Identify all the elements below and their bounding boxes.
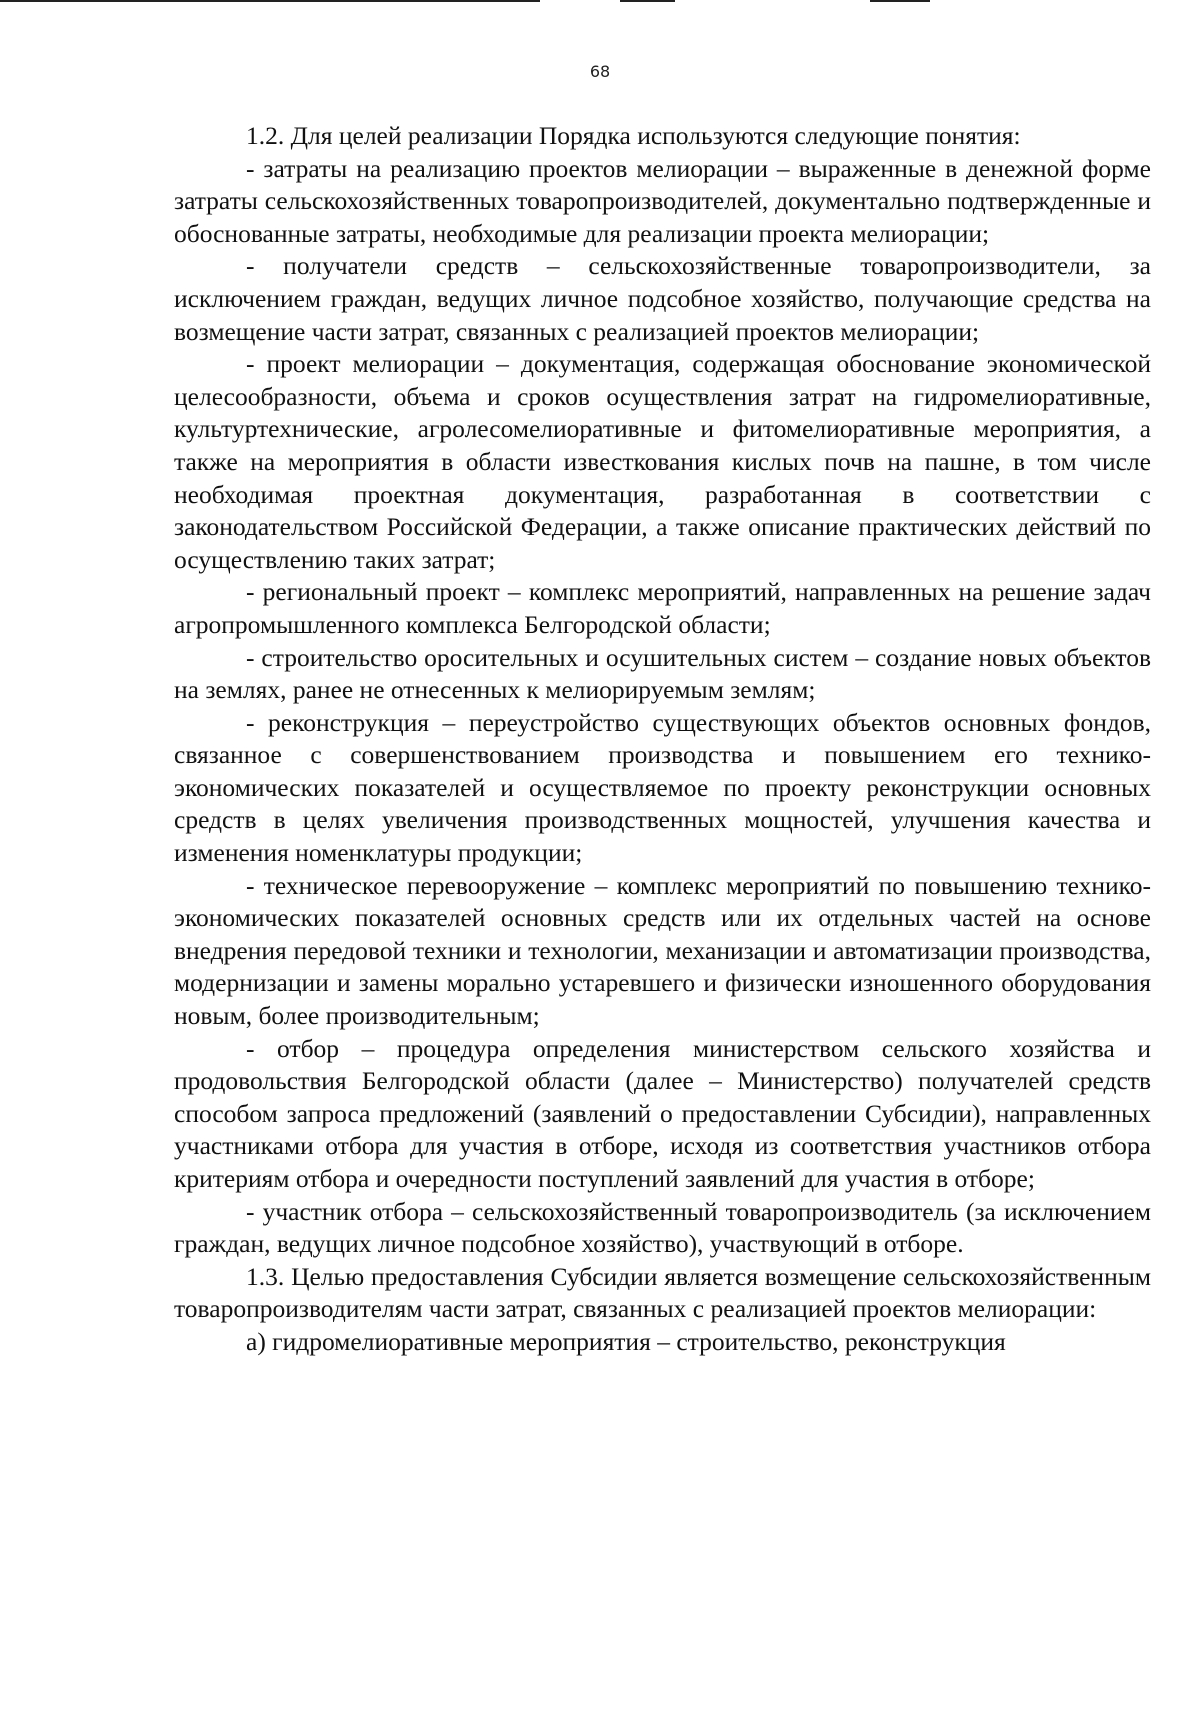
paragraph-1-3-purpose: 1.3. Целью предоставления Субсидии является возмещение сельскохозяйственным товаропроизводителям части затрат, связанных с реализацией проектов мелиорации: [174,1261,1151,1324]
scan-edge-line [870,0,930,2]
paragraph-definition-regional-project: - региональный проект – комплекс мероприятий, направленных на решение задач агропромышленного комплекса Белгородской области; [174,577,1151,639]
document-body [174,120,1151,1359]
paragraph-definition-costs: - затраты на реализацию проектов мелиорации – выраженные в денежной форме затраты сельскохозяйственных товаропроизводителей, документально подтвержденные и обоснованные затраты, необходимые для реализации проекта мелиорации; [174,153,1151,248]
paragraph-definition-participant: - участник отбора – сельскохозяйственный товаропроизводитель (за исключением граждан, ведущих личное подсобное хозяйство), участвующий в отборе. [174,1196,1151,1259]
paragraph-definition-recipients: - получатели средств – сельскохозяйственные товаропроизводители, за исключением граждан, ведущих личное подсобное хозяйство, получающие средства на возмещение части затрат, связанных с реализацией проектов мелиорации; [174,251,1151,346]
paragraph-definition-construction: - строительство оросительных и осушительных систем – создание новых объектов на землях, ранее не отнесенных к мелиорируемым землям; [174,642,1151,705]
scan-edge-line [620,0,675,2]
paragraph-1-2-intro: 1.2. Для целей реализации Порядка используются следующие понятия: [246,121,1021,150]
paragraph-definition-project: - проект мелиорации – документация, содержащая обоснование экономической целесообразности, объема и сроков осуществления затрат на гидромелиоративные, культуртехнические, агролесомелиоративные и фитомелиоративные мероприятия, а также на мероприятия в области известкования кислых почв на пашне, в том числе необходимая проектная документация, разработанная в соответствии с законодательством Российской Федерации, а также описание практических действий по осуществлению таких затрат; [174,349,1151,574]
paragraph-definition-re-equipment: - техническое перевооружение – комплекс мероприятий по повышению технико-экономических показателей основных средств или их отдельных частей на основе внедрения передовой техники и технологии, механизации и автоматизации производства, модернизации и замены морально устаревшего и физически изношенного оборудования новым, более производительным; [174,870,1151,1031]
paragraph-definition-selection: - отбор – процедура определения министерством сельского хозяйства и продовольствия Белгородской области (далее – Министерство) получателей средств способом запроса предложений (заявлений о предоставлении Субсидии), направленных участниками отбора для участия в отборе, исходя из соответствия участников отбора критериям отбора и очередности поступлений заявлений для участия в отборе; [174,1033,1151,1193]
paragraph-item-a: а) гидромелиоративные мероприятия – строительство, реконструкция [246,1326,1006,1356]
scan-edge-line [0,0,540,2]
paragraph-definition-reconstruction: - реконструкция – переустройство существующих объектов основных фондов, связанное с совершенствованием производства и повышением его технико-экономических показателей и осуществляемое по проекту реконструкции основных средств в целях увеличения производственных мощностей, улучшения качества и изменения номенклатуры продукции; [174,707,1151,868]
page-number: 68 [589,62,611,81]
